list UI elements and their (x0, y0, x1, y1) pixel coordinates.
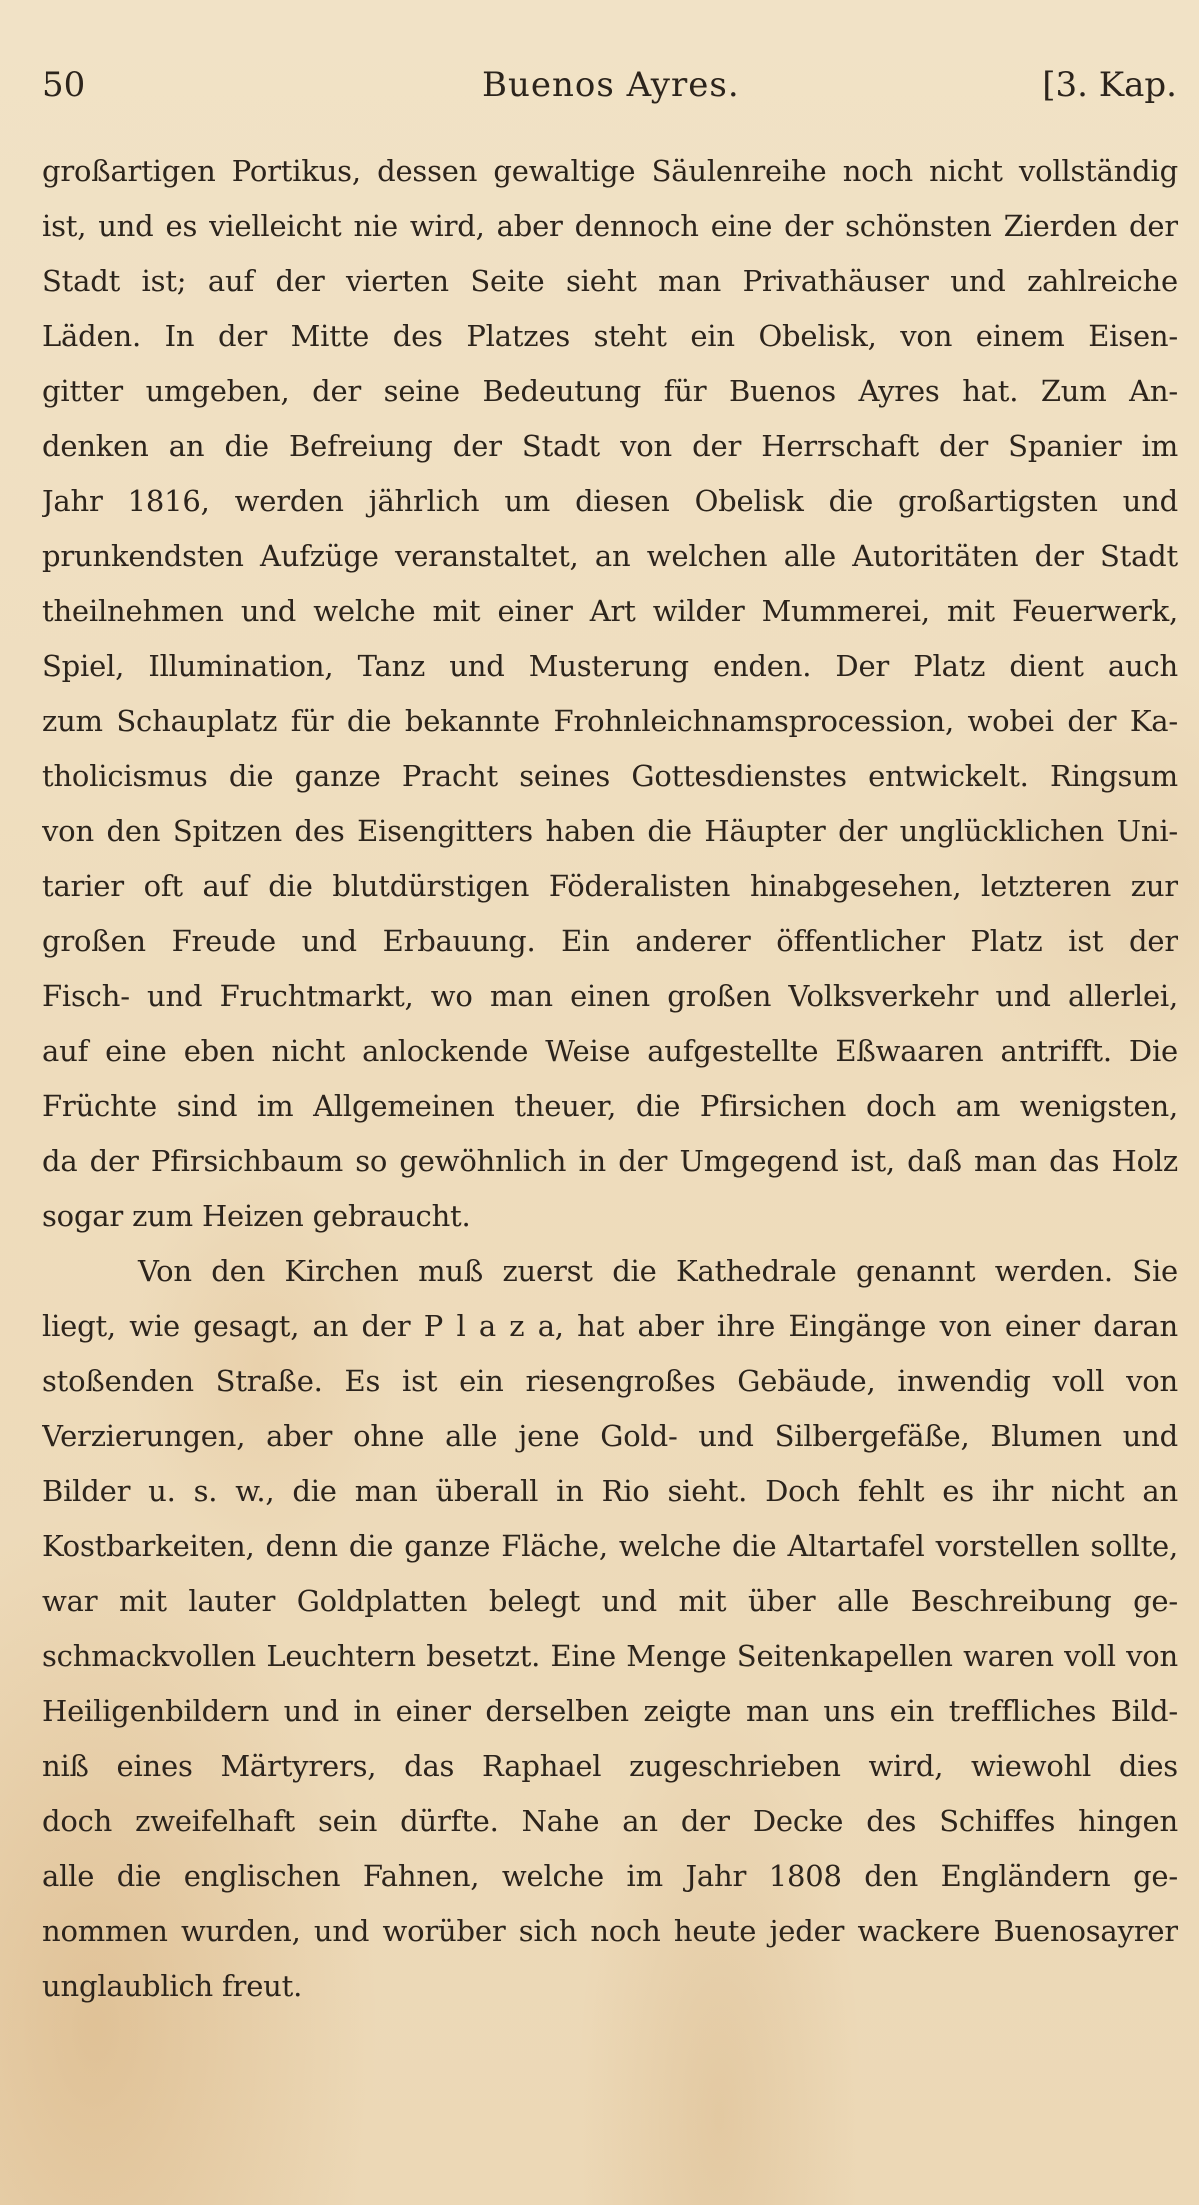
text-line: Verzierungen, aber ohne alle jene Gold- und Silbergefäße, Blumen und (42, 1419, 1178, 1453)
text-line: stoßenden Straße. Es ist ein riesengroßes Gebäude, inwendig voll von (42, 1364, 1178, 1398)
paragraph (42, 144, 1178, 1244)
text-line: von den Spitzen des Eisengitters haben die Häupter der unglücklichen Uni- (42, 814, 1178, 848)
text-line: gitter umgeben, der seine Bedeutung für Buenos Ayres hat. Zum An- (42, 374, 1178, 408)
text-line: doch zweifelhaft sein dürfte. Nahe an der Decke des Schiffes hingen (42, 1804, 1178, 1838)
text-line: tarier oft auf die blutdürstigen Föderalisten hinabgesehen, letzteren zur (42, 869, 1178, 903)
text-line: Von den Kirchen muß zuerst die Kathedrale genannt werden. Sie (138, 1254, 1178, 1288)
text-line: Läden. In der Mitte des Platzes steht ein Obelisk, von einem Eisen- (42, 319, 1178, 353)
paragraph (42, 1244, 1178, 2014)
page-number: 50 (42, 65, 86, 105)
page-header (42, 60, 1177, 110)
text-line: zum Schauplatz für die bekannte Frohnleichnamsprocession, wobei der Ka- (42, 704, 1178, 738)
text-line: theilnehmen und welche mit einer Art wilder Mummerei, mit Feuerwerk, (42, 594, 1178, 628)
text-line: schmackvollen Leuchtern besetzt. Eine Menge Seitenkapellen waren voll von (42, 1639, 1178, 1673)
text-line: Kostbarkeiten, denn die ganze Fläche, welche die Altartafel vorstellen sollte, (42, 1529, 1178, 1563)
text-line: ist, und es vielleicht nie wird, aber dennoch eine der schönsten Zierden der (42, 209, 1178, 243)
text-line: niß eines Märtyrers, das Raphael zugeschrieben wird, wiewohl dies (42, 1749, 1178, 1783)
text-line: Jahr 1816, werden jährlich um diesen Obelisk die großartigsten und (42, 484, 1178, 518)
text-line: Heiligenbildern und in einer derselben zeigte man uns ein treffliches Bild- (42, 1694, 1178, 1728)
text-line: unglaublich freut. (42, 1969, 303, 2003)
text-line: prunkendsten Aufzüge veranstaltet, an welchen alle Autoritäten der Stadt (42, 539, 1178, 573)
text-line: Stadt ist; auf der vierten Seite sieht man Privathäuser und zahlreiche (42, 264, 1178, 298)
text-line: sogar zum Heizen gebraucht. (42, 1199, 471, 1233)
text-line: tholicismus die ganze Pracht seines Gottesdienstes entwickelt. Ringsum (42, 759, 1178, 793)
body-text (42, 144, 1178, 2014)
text-line: auf eine eben nicht anlockende Weise aufgestellte Eßwaaren antrifft. Die (42, 1034, 1178, 1068)
text-line: alle die englischen Fahnen, welche im Jahr 1808 den Engländern ge- (42, 1859, 1178, 1893)
text-line: nommen wurden, und worüber sich noch heute jeder wackere Buenosayrer (42, 1914, 1178, 1948)
text-line: Fisch- und Fruchtmarkt, wo man einen großen Volksverkehr und allerlei, (42, 979, 1178, 1013)
text-line: großen Freude und Erbauung. Ein anderer öffentlicher Platz ist der (42, 924, 1178, 958)
text-line: liegt, wie gesagt, an der P l a z a, hat aber ihre Eingänge von einer daran (42, 1309, 1178, 1343)
text-line: war mit lauter Goldplatten belegt und mit über alle Beschreibung ge- (42, 1584, 1178, 1618)
text-line: Spiel, Illumination, Tanz und Musterung enden. Der Platz dient auch (42, 649, 1178, 683)
text-line: großartigen Portikus, dessen gewaltige Säulenreihe noch nicht vollständig (42, 154, 1178, 188)
text-line: Früchte sind im Allgemeinen theuer, die Pfirsichen doch am wenigsten, (42, 1089, 1178, 1123)
chapter-label: [3. Kap. (1042, 65, 1177, 105)
text-line: da der Pfirsichbaum so gewöhnlich in der Umgegend ist, daß man das Holz (42, 1144, 1178, 1178)
text-line: denken an die Befreiung der Stadt von der Herrschaft der Spanier im (42, 429, 1178, 463)
text-line: Bilder u. s. w., die man überall in Rio sieht. Doch fehlt es ihr nicht an (42, 1474, 1178, 1508)
running-title: Buenos Ayres. (482, 65, 740, 105)
